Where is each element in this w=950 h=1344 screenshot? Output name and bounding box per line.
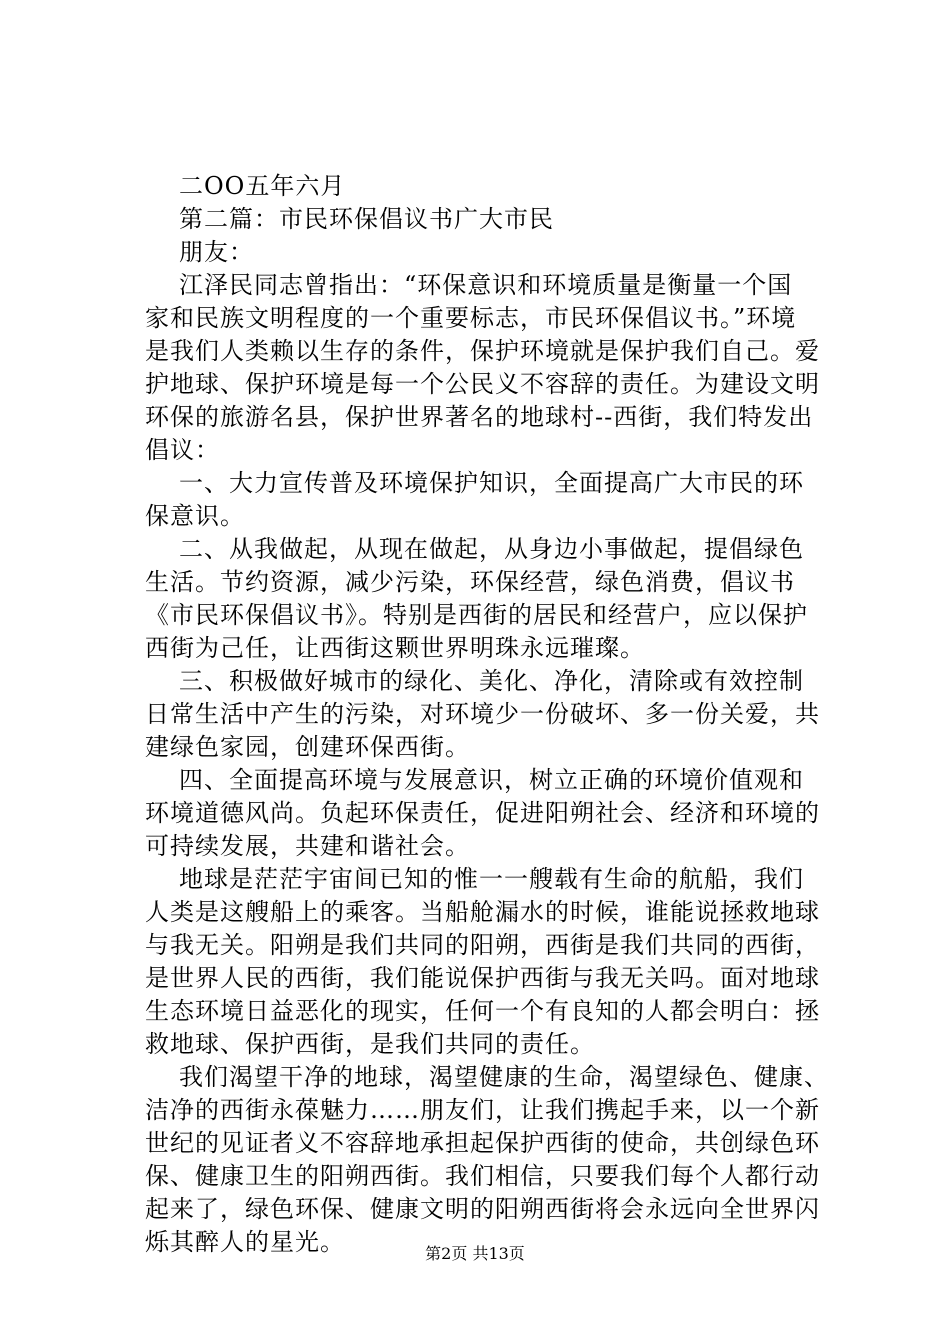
text-line: 保、健康卫生的阳朔西街。我们相信，只要我们每个人都行动	[145, 1162, 820, 1190]
text-line: 环境道德风尚。负起环保责任，促进阳朔社会、经济和环境的	[145, 799, 820, 827]
text-line: 《市民环保倡议书》。特别是西街的居民和经营户，应以保护	[145, 601, 808, 629]
text-line: 可持续发展，共建和谐社会。	[145, 832, 470, 860]
text-line: 人类是这艘船上的乘客。当船舱漏水的时候，谁能说拯救地球	[145, 898, 820, 926]
document-body	[145, 170, 835, 1259]
text-line: 生态环境日益恶化的现实，任何一个有良知的人都会明白：拯	[145, 997, 820, 1025]
text-line: 保意识。	[145, 502, 245, 530]
text-line: 建绿色家园，创建环保西街。	[145, 733, 470, 761]
text-line: 洁净的西街永葆魅力……朋友们，让我们携起手来，以一个新	[145, 1096, 820, 1124]
text-line: 护地球、保护环境是每一个公民义不容辞的责任。为建设文明	[145, 370, 820, 398]
text-line: 朋友：	[179, 238, 254, 266]
text-line: 是我们人类赖以生存的条件，保护环境就是保护我们自己。爱	[145, 337, 820, 365]
text-line: 环保的旅游名县，保护世界著名的地球村--西街，我们特发出	[145, 403, 814, 431]
text-line: 西街为己任，让西街这颗世界明珠永远璀璨。	[145, 634, 645, 662]
text-line: 起来了，绿色环保、健康文明的阳朔西街将会永远向全世界闪	[145, 1195, 820, 1223]
text-line: 是世界人民的西街，我们能说保护西街与我无关吗。面对地球	[145, 964, 820, 992]
text-line: 地球是茫茫宇宙间已知的惟一一艘载有生命的航船，我们	[179, 865, 804, 893]
text-line: 世纪的见证者义不容辞地承担起保护西街的使命，共创绿色环	[145, 1129, 820, 1157]
page-footer: 第2页 共13页	[425, 1244, 525, 1263]
text-line: 倡议：	[145, 436, 220, 464]
text-line: 生活。节约资源，减少污染，环保经营，绿色消费，倡议书	[145, 568, 795, 596]
text-line: 与我无关。阳朔是我们共同的阳朔，西街是我们共同的西街，	[145, 931, 820, 959]
text-line: 二、从我做起，从现在做起，从身边小事做起，提倡绿色	[179, 535, 804, 563]
text-line: 我们渴望干净的地球，渴望健康的生命，渴望绿色、健康、	[179, 1063, 829, 1091]
text-line: 救地球、保护西街，是我们共同的责任。	[145, 1030, 595, 1058]
text-line: 四、全面提高环境与发展意识，树立正确的环境价值观和	[179, 766, 804, 794]
text-line: 三、积极做好城市的绿化、美化、净化，清除或有效控制	[179, 667, 804, 695]
text-line: 家和民族文明程度的一个重要标志，市民环保倡议书。”环境	[145, 304, 797, 332]
text-line: 二OO五年六月	[179, 172, 346, 200]
text-line: 烁其醉人的星光。	[145, 1228, 345, 1256]
text-line: 日常生活中产生的污染，对环境少一份破坏、多一份关爱，共	[145, 700, 820, 728]
text-line: 江泽民同志曾指出：“环保意识和环境质量是衡量一个国	[179, 271, 793, 299]
text-line: 一、大力宣传普及环境保护知识，全面提高广大市民的环	[179, 469, 804, 497]
text-line: 第二篇：市民环保倡议书广大市民	[179, 205, 554, 233]
